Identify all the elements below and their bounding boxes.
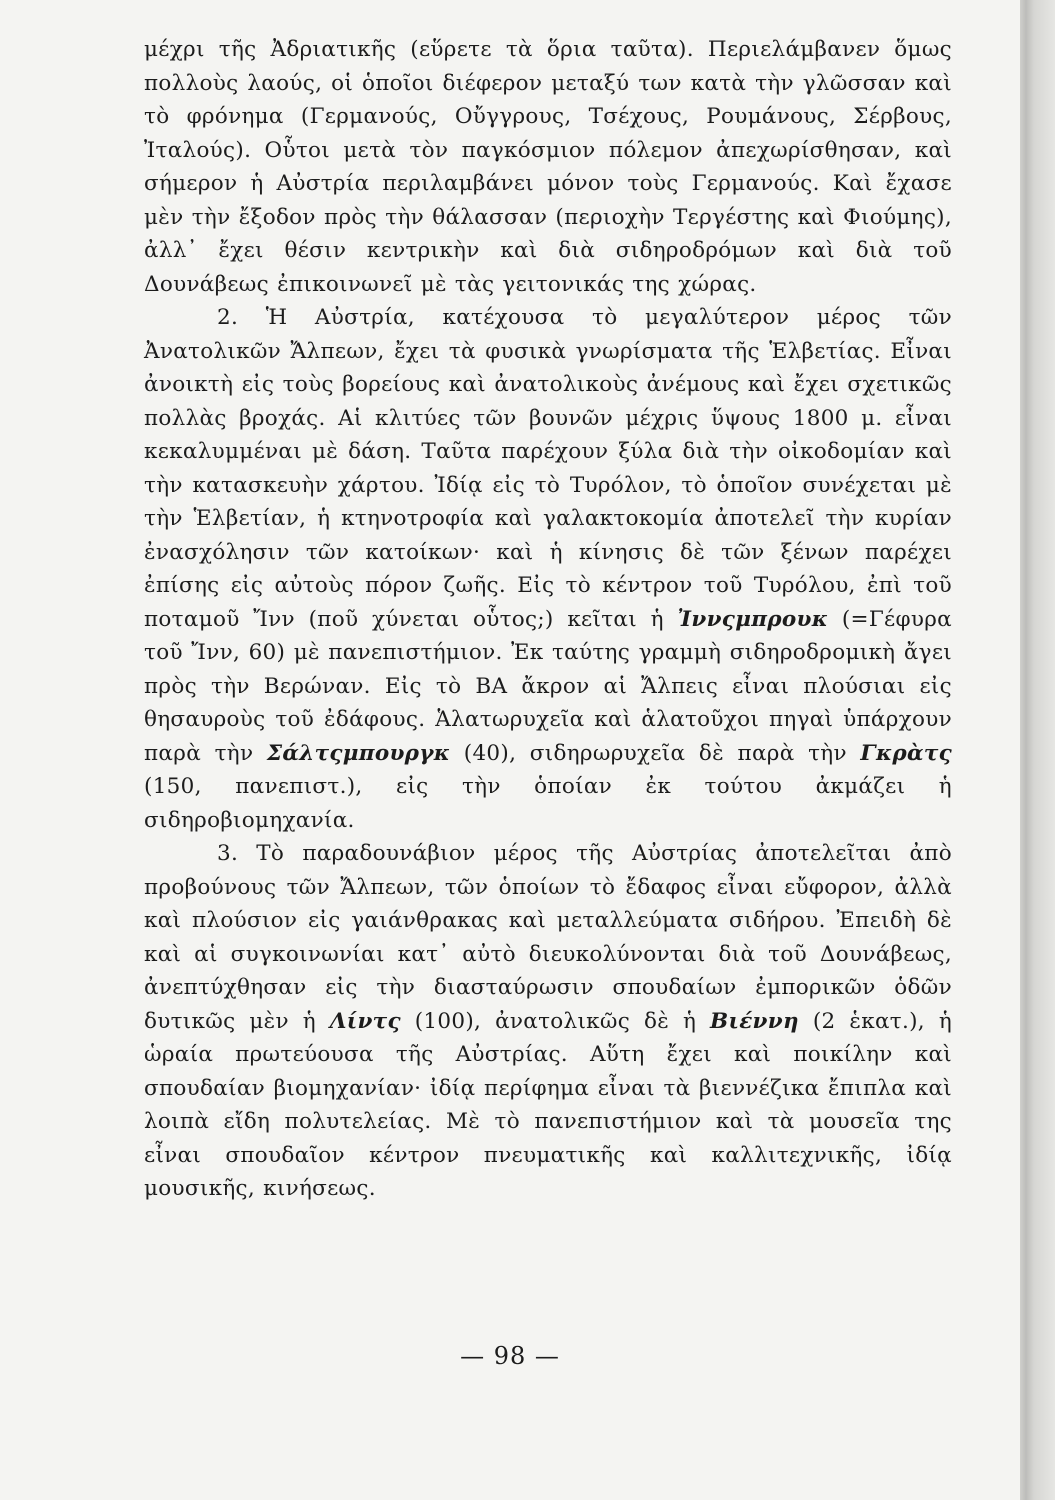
place-name-graz: Γκρὰτς xyxy=(860,740,952,766)
paragraph-austria-intro xyxy=(144,33,952,301)
paragraph-text: (2 ἑκατ.), ἡ ὡραία πρωτεύουσα τῆς Αὐστρίας. Αὕτη ἔχει καὶ ποικίλην καὶ σπουδαίαν βιομηχανίαν· ἰδίᾳ περίφημα εἶναι τὰ βιεννέζικα ἔπιπλα καὶ λοιπὰ εἴδη πολυτελείας. Μὲ τὸ πανεπιστήμιον καὶ τὰ μουσεῖα της εἶναι σπουδαῖον κέντρον πνευματικῆς καὶ καλλιτεχνικῆς, ἰδίᾳ μουσικῆς, κινήσεως. xyxy=(144,1008,952,1201)
paragraph-section-3 xyxy=(144,837,952,1206)
paragraph-text: (150, πανεπιστ.), εἰς τὴν ὁποίαν ἐκ τούτου ἀκμάζει ἡ σιδηροβιομηχανία. xyxy=(144,774,952,833)
place-name-salzburg: Σάλτςμπουργκ xyxy=(266,740,451,766)
place-name-vienna: Βιέννη xyxy=(710,1008,799,1034)
paragraph-text: μέχρι τῆς Ἀδριατικῆς (εὕρετε τὰ ὅρια ταῦτα). Περιελάμβανεν ὅμως πολλοὺς λαούς, οἱ ὁποῖοι διέφερον μεταξύ των κατὰ τὴν γλῶσσαν καὶ τὸ φρόνημα (Γερμανούς, Οὔγγρους, Τσέχους, Ρουμάνους, Σέρβους, Ἰταλούς). Οὗτοι μετὰ τὸν παγκόσμιον πόλεμον ἀπεχωρίσθησαν, καὶ σήμερον ἡ Αὐστρία περιλαμβάνει μόνον τοὺς Γερμανούς. Καὶ ἔχασε μὲν τὴν ἔξοδον πρὸς τὴν θάλασσαν (περιοχὴν Τεργέστης καὶ Φιούμης), ἀλλ᾽ ἔχει θέσιν κεντρικὴν καὶ διὰ σιδηροδρόμων καὶ διὰ τοῦ Δουνάβεως ἐπικοινωνεῖ μὲ τὰς γειτονικάς της χώρας. xyxy=(144,37,952,297)
paragraph-text: (=Γέφυρα τοῦ Ἴνν, 60) μὲ πανεπιστήμιον. Ἐκ ταύτης γραμμὴ σιδηροδρομικὴ ἄγει πρὸς τὴν Βερώναν. Εἰς τὸ ΒΑ ἄκρον αἱ Ἄλπεις εἶναι πλούσιαι εἰς θησαυροὺς τοῦ ἐδάφους. Ἁλατωρυχεῖα καὶ ἁλατοῦχοι πηγαὶ ὑπάρχουν παρὰ τὴν xyxy=(144,606,952,766)
place-name-innsbruck: Ἰννςμπρουκ xyxy=(677,606,829,632)
body-text xyxy=(144,33,952,1206)
paragraph-text: (40), σιδηρωρυχεῖα δὲ παρὰ τὴν xyxy=(450,740,861,766)
place-name-linz: Λίντς xyxy=(329,1008,401,1034)
book-page-edge xyxy=(1020,0,1055,1500)
paragraph-text: 3. Τὸ παραδουνάβιον μέρος τῆς Αὐστρίας ἀποτελεῖται ἀπὸ προβούνους τῶν Ἄλπεων, τῶν ὁποίων τὸ ἔδαφος εἶναι εὔφορον, ἀλλὰ καὶ πλούσιον εἰς γαιάνθρακας καὶ μεταλλεύματα σιδήρου. Ἐπειδὴ δὲ καὶ αἱ συγκοινωνίαι κατ᾽ αὐτὸ διευκολύνονται διὰ τοῦ Δουνάβεως, ἀνεπτύχθησαν εἰς τὴν διασταύρωσιν σπουδαίων ἐμπορικῶν ὁδῶν δυτικῶς μὲν ἡ xyxy=(144,841,952,1034)
page-number: — 98 — xyxy=(460,1342,560,1370)
paragraph-text: 2. Ἡ Αὐστρία, κατέχουσα τὸ μεγαλύτερον μέρος τῶν Ἀνατολικῶν Ἄλπεων, ἔχει τὰ φυσικὰ γνωρίσματα τῆς Ἑλβετίας. Εἶναι ἀνοικτὴ εἰς τοὺς βορείους καὶ ἀνατολικοὺς ἀνέμους καὶ ἔχει σχετικῶς πολλὰς βροχάς. Αἱ κλιτύες τῶν βουνῶν μέχρις ὕψους 1800 μ. εἶναι κεκαλυμμέναι μὲ δάση. Ταῦτα παρέχουν ξύλα διὰ τὴν οἰκοδομίαν καὶ τὴν κατασκευὴν χάρτου. Ἰδίᾳ εἰς τὸ Τυρόλον, τὸ ὁποῖον συνέχεται μὲ τὴν Ἑλβετίαν, ἡ κτηνοτροφία καὶ γαλακτοκομία ἀποτελεῖ τὴν κυρίαν ἐνασχόλησιν τῶν κατοίκων· καὶ ἡ κίνησις δὲ τῶν ξένων παρέχει ἐπίσης εἰς αὐτοὺς πόρον ζωῆς. Εἰς τὸ κέντρον τοῦ Τυρόλου, ἐπὶ τοῦ ποταμοῦ Ἴνν (ποῦ χύνεται οὗτος;) κεῖται ἡ xyxy=(144,305,952,632)
paragraph-text: (100), ἀνατολικῶς δὲ ἡ xyxy=(400,1008,711,1034)
paragraph-section-2 xyxy=(144,301,952,837)
